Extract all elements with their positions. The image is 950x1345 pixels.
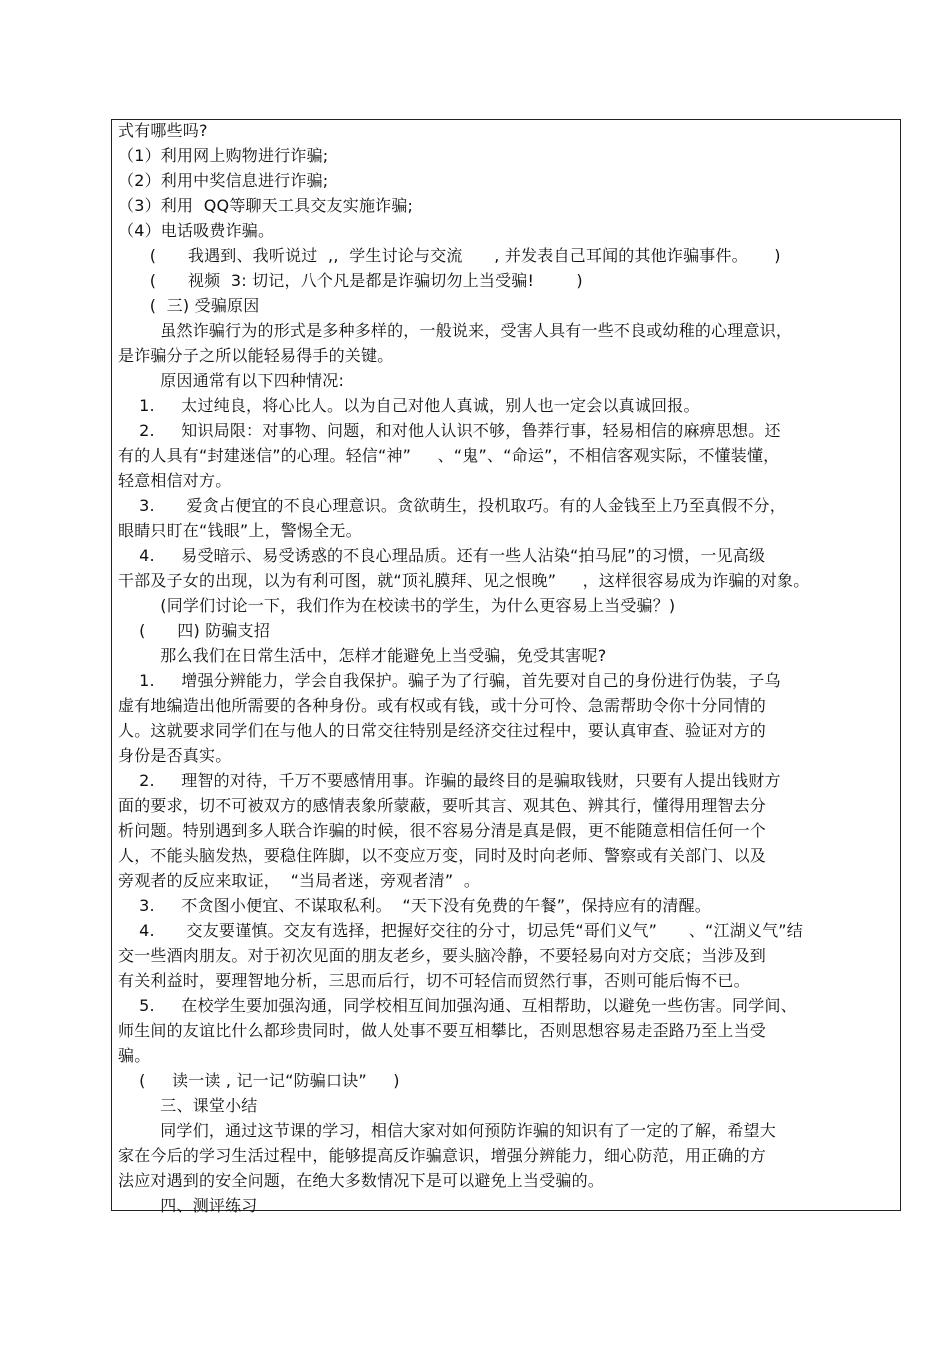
text-line: 1. 增强分辨能力，学会自我保护。骗子为了行骗，首先要对自己的身份进行伪装，子乌 bbox=[118, 671, 781, 690]
text-line: 家在今后的学习生活过程中，能够提高反诈骗意识，增强分辨能力，细心防范，用正确的方 bbox=[118, 1146, 767, 1165]
text-line: 4. 易受暗示、易受诱惑的不良心理品质。还有一些人沾染“拍马屁”的习惯，一见高级 bbox=[118, 546, 766, 565]
text-line: (同学们讨论一下，我们作为在校读书的学生，为什么更容易上当受骗？) bbox=[118, 596, 676, 615]
text-line: 是诈骗分子之所以能轻易得手的关键。 bbox=[118, 346, 394, 365]
text-line: 析问题。特别遇到多人联合诈骗的时候，很不容易分清是真是假，更不能随意相信任何一个 bbox=[118, 821, 767, 840]
text-line: ( 四) 防骗支招 bbox=[118, 621, 271, 640]
text-line: 式有哪些吗? bbox=[118, 121, 208, 140]
text-line: 那么我们在日常生活中，怎样才能避免上当受骗，免受其害呢? bbox=[118, 646, 607, 665]
text-line: 干部及子女的出现，以为有利可图，就“顶礼膜拜、见之恨晚” ，这样很容易成为诈骗的对象。 bbox=[118, 571, 810, 590]
text-line: 三、课堂小结 bbox=[118, 1096, 258, 1115]
text-line: ( 我遇到、我听说过 ,, 学生讨论与交流 , 并发表自己耳闻的其他诈骗事件。 ) bbox=[118, 246, 781, 265]
text-line: 四、测评练习 bbox=[118, 1196, 258, 1215]
text-line: ( 读一读 , 记一记“防骗口诀” ) bbox=[118, 1071, 400, 1090]
text-line: 有的人具有“封建迷信”的心理。轻信“神” 、“鬼”、“命运”，不相信客观实际，不懂装懂， bbox=[118, 446, 780, 465]
text-line: （4）电话吸费诈骗。 bbox=[118, 221, 275, 240]
text-line: 同学们，通过这节课的学习，相信大家对如何预防诈骗的知识有了一定的了解，希望大 bbox=[118, 1121, 776, 1140]
text-line: 5. 在校学生要加强沟通，同学校相互间加强沟通、互相帮助，以避免一些伤害。同学间、 bbox=[118, 996, 797, 1015]
text-line: 骗。 bbox=[118, 1046, 151, 1065]
text-line: 原因通常有以下四种情况: bbox=[118, 371, 345, 390]
text-line: ( 视频 3: 切记，八个凡是都是诈骗切勿上当受骗! ) bbox=[118, 271, 583, 290]
text-line: 有关利益时，要理智地分析，三思而后行，切不可轻信而贸然行事，否则可能后悔不已。 bbox=[118, 971, 750, 990]
text-line: 师生间的友谊比什么都珍贵同时，做人处事不要互相攀比，否则思想容易走歪路乃至上当受 bbox=[118, 1021, 767, 1040]
text-line: 眼睛只盯在“钱眼”上，警惕全无。 bbox=[118, 521, 362, 540]
text-line: 3. 爱贪占便宜的不良心理意识。贪欲萌生，投机取巧。有的人金钱至上乃至真假不分， bbox=[118, 496, 786, 515]
text-line: （3）利用 QQ等聊天工具交友实施诈骗; bbox=[118, 196, 414, 215]
text-line: 轻意相信对方。 bbox=[118, 471, 232, 490]
text-line: 虽然诈骗行为的形式是多种多样的，一般说来，受害人具有一些不良或幼稚的心理意识， bbox=[118, 321, 793, 340]
text-line: 旁观者的反应来取证， “当局者迷，旁观者清” 。 bbox=[118, 871, 481, 890]
text-line: 人，不能头脑发热，要稳住阵脚，以不变应万变，同时及时向老师、警察或有关部门、以及 bbox=[118, 846, 767, 865]
text-line: （1）利用网上购物进行诈骗; bbox=[118, 146, 329, 165]
text-line: 3. 不贪图小便宜、不谋取私利。 “天下没有免费的午餐”，保持应有的清醒。 bbox=[118, 896, 711, 915]
text-line: （2）利用中奖信息进行诈骗; bbox=[118, 171, 329, 190]
text-line: 虚有地编造出他所需要的各种身份。或有权或有钱，或十分可怜、急需帮助令你十分同情的 bbox=[118, 696, 767, 715]
text-line: ( 三) 受骗原因 bbox=[118, 296, 260, 315]
text-line: 2. 理智的对待，千万不要感情用事。诈骗的最终目的是骗取钱财，只要有人提出钱财方 bbox=[118, 771, 781, 790]
text-line: 交一些酒肉朋友。对于初次见面的朋友老乡，要头脑冷静，不要轻易向对方交底；当涉及到 bbox=[118, 946, 767, 965]
text-line: 人。这就要求同学们在与他人的日常交往特别是经济交往过程中，要认真审查、验证对方的 bbox=[118, 721, 767, 740]
text-line: 法应对遇到的安全问题，在绝大多数情况下是可以避免上当受骗的。 bbox=[118, 1171, 605, 1190]
text-line: 面的要求，切不可被双方的感情表象所蒙蔽，要听其言、观其色、辨其行，懂得用理智去分 bbox=[118, 796, 767, 815]
text-line: 2. 知识局限：对事物、问题，和对他人认识不够，鲁莽行事，轻易相信的麻痹思想。还 bbox=[118, 421, 781, 440]
text-line: 4. 交友要谨慎。交友有选择，把握好交往的分寸，切忌凭“哥们义气” 、“江湖义气”结 bbox=[118, 921, 803, 940]
text-line: 身份是否真实。 bbox=[118, 746, 232, 765]
text-line: 1. 太过纯良，将心比人。以为自己对他人真诚，别人也一定会以真诚回报。 bbox=[118, 396, 700, 415]
